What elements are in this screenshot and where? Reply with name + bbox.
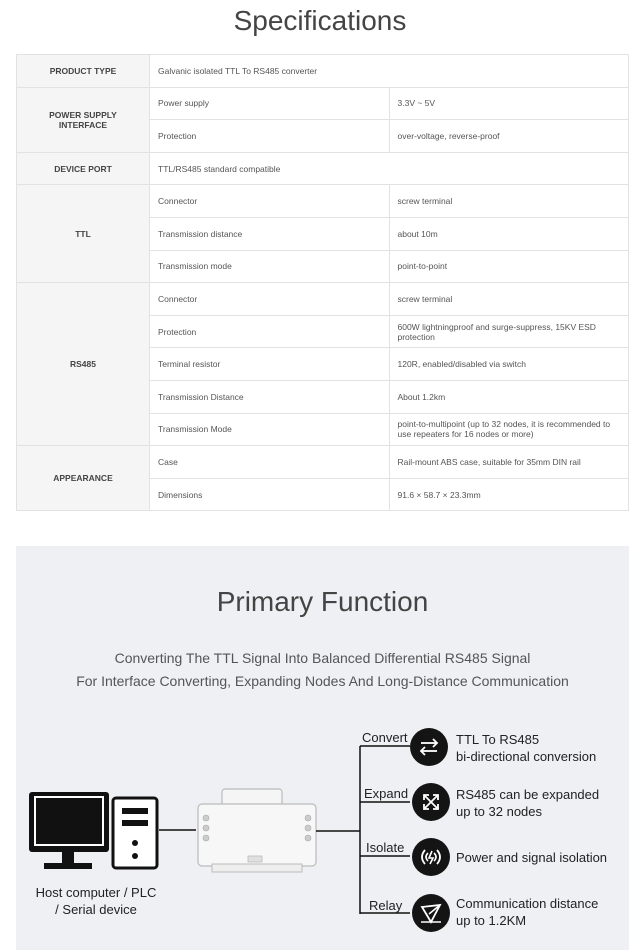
spec-value: About 1.2km bbox=[389, 380, 629, 413]
converter-device-icon bbox=[198, 789, 316, 872]
spec-value: 3.3V ~ 5V bbox=[389, 87, 629, 120]
monitor-icon bbox=[29, 792, 109, 869]
host-label bbox=[16, 884, 176, 918]
table-row bbox=[17, 446, 629, 479]
primary-function-title: Primary Function bbox=[216, 586, 429, 617]
feature-desc-relay bbox=[456, 895, 598, 929]
feature-desc-expand bbox=[456, 786, 599, 820]
spec-value: screw terminal bbox=[389, 185, 629, 218]
spec-category: TTL bbox=[17, 185, 150, 283]
spec-category: PRODUCT TYPE bbox=[17, 55, 150, 88]
function-subtitle-line2: For Interface Converting, Expanding Nodes And Long-Distance Communication bbox=[76, 673, 569, 689]
table-row bbox=[17, 55, 629, 88]
isolation-icon bbox=[412, 838, 450, 876]
specifications-title: Specifications bbox=[233, 5, 407, 36]
spec-label: Protection bbox=[150, 120, 390, 153]
table-row bbox=[17, 152, 629, 185]
spec-label: Transmission Mode bbox=[150, 413, 390, 446]
spec-label: Transmission mode bbox=[150, 250, 390, 283]
feature-desc-line1: Communication distance bbox=[456, 896, 599, 911]
spec-value: 120R, enabled/disabled via switch bbox=[389, 348, 629, 381]
relay-send-icon bbox=[412, 894, 450, 932]
feature-label-convert: Convert bbox=[362, 730, 408, 745]
feature-desc-line2: bi-directional conversion bbox=[456, 749, 597, 764]
spec-value: about 10m bbox=[389, 217, 629, 250]
feature-label-relay: Relay bbox=[369, 898, 403, 913]
spec-label: Protection bbox=[150, 315, 390, 348]
spec-value: over-voltage, reverse-proof bbox=[389, 120, 629, 153]
spec-category: DEVICE PORT bbox=[17, 152, 150, 185]
table-row bbox=[17, 185, 629, 218]
host-label-line1: Host computer / PLC bbox=[35, 885, 157, 900]
feature-label-isolate: Isolate bbox=[366, 840, 405, 855]
table-row bbox=[17, 283, 629, 316]
feature-label-expand: Expand bbox=[364, 786, 409, 801]
spec-label: Power supply bbox=[150, 87, 390, 120]
spec-category: RS485 bbox=[17, 283, 150, 446]
spec-label: Transmission distance bbox=[150, 217, 390, 250]
spec-label: Connector bbox=[150, 185, 390, 218]
spec-label: Dimensions bbox=[150, 478, 390, 511]
spec-label: Transmission Distance bbox=[150, 380, 390, 413]
convert-arrows-icon bbox=[410, 728, 448, 766]
computer-tower-icon bbox=[113, 798, 157, 868]
spec-value: 600W lightningproof and surge-suppress, 15KV ESD protection bbox=[389, 315, 629, 348]
feature-desc-line1: TTL To RS485 bbox=[456, 732, 540, 747]
feature-desc-line1: Power and signal isolation bbox=[456, 850, 608, 865]
spec-value: Galvanic isolated TTL To RS485 converter bbox=[150, 55, 629, 88]
spec-label: Terminal resistor bbox=[150, 348, 390, 381]
feature-desc-convert bbox=[456, 731, 596, 765]
table-row bbox=[17, 87, 629, 120]
spec-value: 91.6 × 58.7 × 23.3mm bbox=[389, 478, 629, 511]
expand-arrows-icon bbox=[412, 783, 450, 821]
spec-label: Case bbox=[150, 446, 390, 479]
feature-desc-line1: RS485 can be expanded bbox=[456, 787, 600, 802]
spec-value: Rail-mount ABS case, suitable for 35mm DIN rail bbox=[389, 446, 629, 479]
feature-desc-line2: up to 32 nodes bbox=[456, 804, 543, 819]
feature-desc-line2: up to 1.2KM bbox=[456, 913, 527, 928]
spec-category: APPEARANCE bbox=[17, 446, 150, 511]
spec-value: point-to-multipoint (up to 32 nodes, it is recommended to use repeaters for 16 nodes or more) bbox=[389, 413, 629, 446]
spec-value: TTL/RS485 standard compatible bbox=[150, 152, 629, 185]
feature-desc-isolate bbox=[456, 849, 607, 866]
specifications-table bbox=[16, 54, 629, 511]
spec-value: screw terminal bbox=[389, 283, 629, 316]
host-label-line2: / Serial device bbox=[55, 902, 137, 917]
function-subtitle-line1: Converting The TTL Signal Into Balanced Differential RS485 Signal bbox=[114, 650, 531, 666]
spec-category: POWER SUPPLY INTERFACE bbox=[17, 87, 150, 152]
spec-value: point-to-point bbox=[389, 250, 629, 283]
spec-label: Connector bbox=[150, 283, 390, 316]
primary-function-section bbox=[16, 546, 629, 950]
